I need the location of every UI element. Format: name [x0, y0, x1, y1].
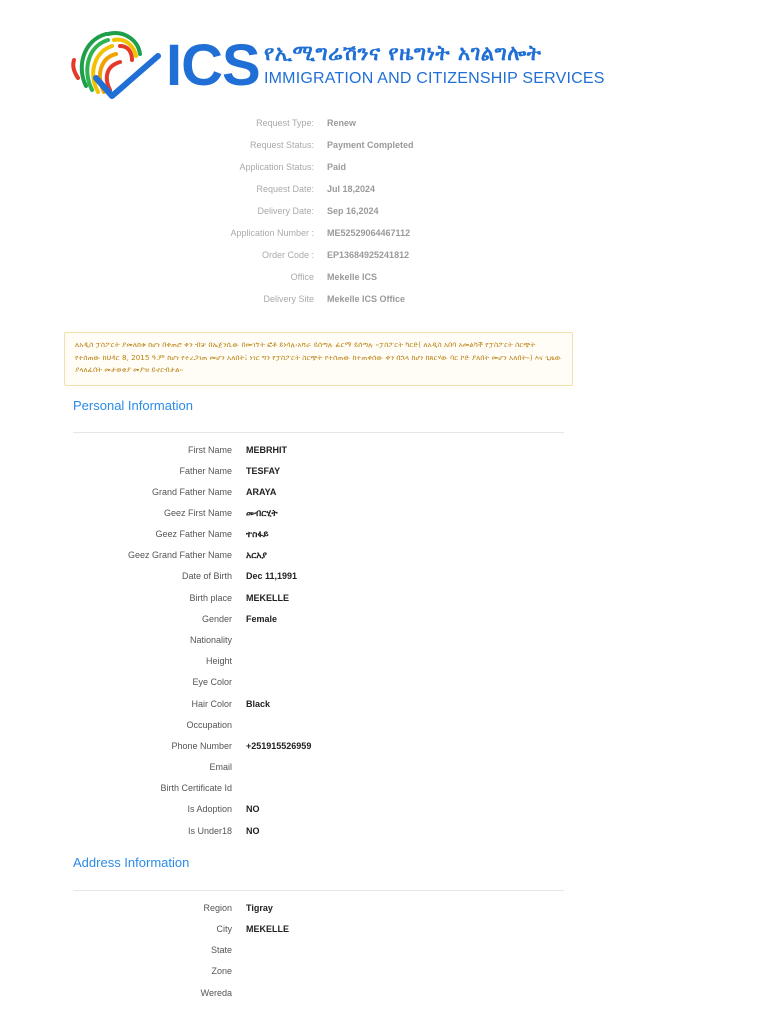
info-row [0, 505, 768, 525]
info-label: Height [205, 656, 232, 666]
info-value: ARAYA [246, 487, 277, 497]
summary-row [0, 114, 768, 136]
info-row [0, 738, 768, 758]
summary-row [0, 202, 768, 224]
info-row [0, 985, 768, 1005]
info-row [0, 717, 768, 737]
notice-text: ለአዲስ ፓስፖርት ያመለከቱ ከሆነ በቀጠሮ ቀን ብቻ በኤጀንሲው በመገኘት ፎቶ ይነሳሉ፡አሻራ ይሰጣሉ ፊርማ ይሰጣሉ ፡፡ፓስፖርት ካርድ( ለአዲስ አበባ አመልካች የፓስፖርት ስርጭት የተሰጠው ከህዳር 8, 2015 ዓ.ም ከሆነ የተረጋገጠ መሆን አለበት፤ ነገር ግን የፓስፖርት ስርጭት የተሰጠው ከተጠቀሰው ቀን በኋላ ከሆነ ከጸርሃው ባር ኮድ ያለበት መሆን አለበት፡፡) እና ጊዜው ያላለፈበት መታወቂያ መያዝ ይኖርብታል፡፡ [75, 340, 562, 374]
info-label: Nationality [189, 635, 232, 645]
info-label: Occupation [186, 720, 232, 730]
info-label: Geez Grand Father Name [127, 550, 232, 560]
info-label: Is Under18 [187, 826, 232, 836]
info-row [0, 759, 768, 779]
info-value: MEKELLE [246, 593, 290, 603]
info-label: Region [203, 903, 232, 913]
info-row [0, 653, 768, 673]
info-label: State [210, 945, 232, 955]
personal-info-title: Personal Information [73, 398, 193, 413]
summary-row [0, 180, 768, 202]
info-value: መብርሂት [246, 508, 278, 518]
summary-value: EP13684925241812 [327, 250, 410, 260]
summary-value: Sep 16,2024 [327, 206, 379, 216]
summary-row [0, 224, 768, 246]
info-value: Female [246, 614, 278, 624]
summary-row [0, 158, 768, 180]
info-label: Phone Number [171, 741, 232, 751]
summary-row [0, 136, 768, 158]
info-value: አርአያ [246, 550, 267, 560]
info-row [0, 900, 768, 920]
info-row [0, 463, 768, 483]
summary-value: Paid [327, 162, 347, 172]
summary-label: Office [290, 272, 314, 282]
summary-value: Renew [327, 118, 357, 128]
info-row [0, 801, 768, 821]
summary-label: Application Number : [230, 228, 314, 238]
info-value: MEBRHIT [246, 445, 287, 455]
summary-row [0, 246, 768, 268]
info-value: ተስፋይ [246, 529, 269, 539]
info-row [0, 442, 768, 462]
info-row [0, 823, 768, 843]
ics-header [66, 26, 605, 106]
summary-value: Jul 18,2024 [327, 184, 376, 194]
info-label: City [216, 924, 232, 934]
info-label: Birth place [189, 593, 232, 603]
info-label: First Name [187, 445, 232, 455]
info-label: Grand Father Name [151, 487, 232, 497]
info-row [0, 590, 768, 610]
info-value: Dec 11,1991 [246, 571, 298, 581]
brand-logo-text: ICS [166, 33, 260, 98]
summary-row [0, 290, 768, 312]
info-row [0, 611, 768, 631]
info-value: TESFAY [246, 466, 281, 476]
info-value: Tigray [246, 903, 273, 913]
info-row [0, 963, 768, 983]
info-label: Email [209, 762, 232, 772]
info-value: NO [246, 804, 260, 814]
summary-label: Request Date: [256, 184, 314, 194]
summary-label: Request Status: [249, 140, 314, 150]
info-label: Wereda [200, 988, 232, 998]
info-row [0, 674, 768, 694]
info-row [0, 942, 768, 962]
summary-value: Mekelle ICS Office [327, 294, 406, 304]
info-value: Black [246, 699, 271, 709]
summary-value: ME52529064467112 [327, 228, 411, 238]
summary-label: Request Type: [256, 118, 314, 128]
info-label: Father Name [179, 466, 232, 476]
info-row [0, 547, 768, 567]
info-label: Gender [201, 614, 232, 624]
info-row [0, 780, 768, 800]
summary-value: Mekelle ICS [327, 272, 378, 282]
info-label: Birth Certificate Id [160, 783, 232, 793]
info-row [0, 484, 768, 504]
info-label: Geez First Name [163, 508, 232, 518]
info-label: Zone [211, 966, 232, 976]
brand-amharic-name: የኢሚግሬሽንና የዜግነት አገልግሎት [264, 41, 542, 65]
info-label: Is Adoption [187, 804, 232, 814]
section-divider [73, 432, 564, 433]
info-label: Date of Birth [181, 571, 232, 581]
info-row [0, 696, 768, 716]
fingerprint-check-logo-icon [66, 26, 162, 106]
info-label: Eye Color [192, 677, 232, 687]
summary-label: Delivery Site [263, 294, 314, 304]
info-row [0, 632, 768, 652]
info-row [0, 568, 768, 588]
summary-row [0, 268, 768, 290]
notice-box [64, 332, 573, 386]
section-divider [73, 890, 564, 891]
address-info-title: Address Information [73, 855, 190, 870]
summary-label: Order Code : [261, 250, 314, 260]
summary-label: Application Status: [239, 162, 314, 172]
info-row [0, 921, 768, 941]
info-value: +251915526959 [246, 741, 312, 751]
brand-english-name: IMMIGRATION AND CITIZENSHIP SERVICES [264, 70, 605, 87]
info-value: MEKELLE [246, 924, 290, 934]
info-value: NO [246, 826, 260, 836]
summary-value: Payment Completed [327, 140, 414, 150]
info-label: Geez Father Name [155, 529, 232, 539]
info-label: Hair Color [191, 699, 232, 709]
summary-label: Delivery Date: [257, 206, 314, 216]
info-row [0, 526, 768, 546]
